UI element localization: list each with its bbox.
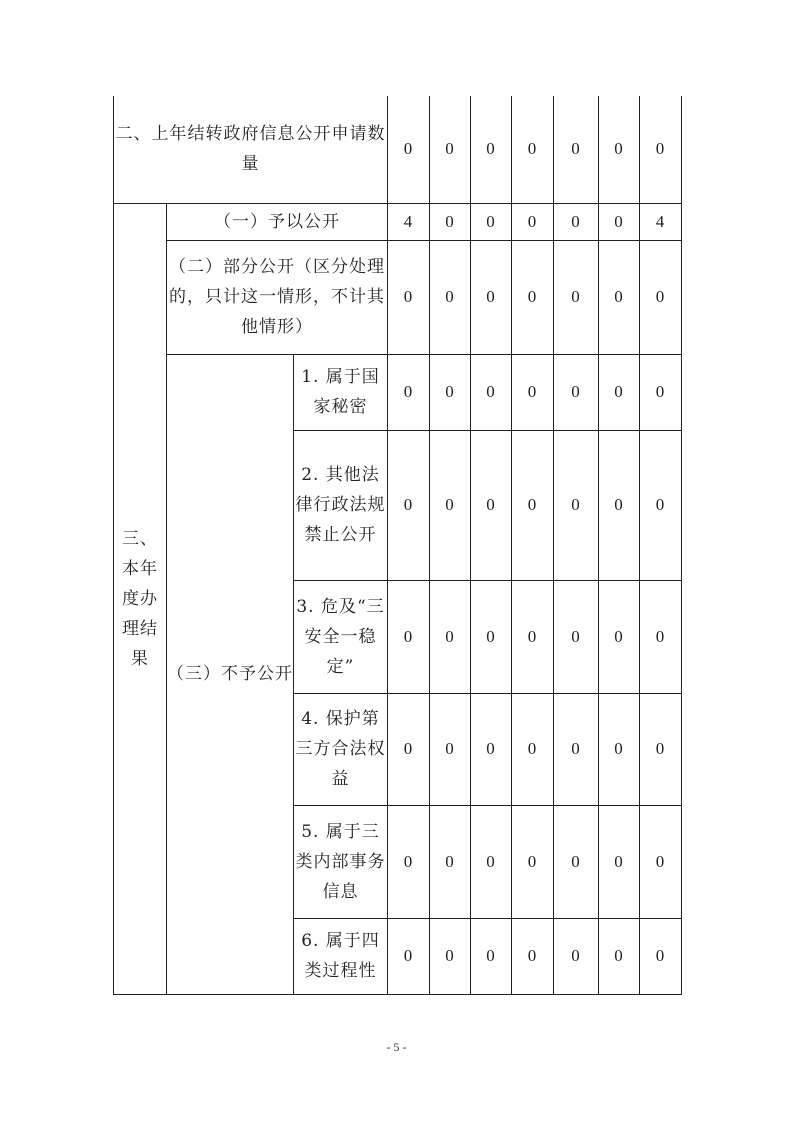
carryover-label: 二、上年结转政府信息公开申请数量 xyxy=(114,96,388,203)
table-row-disclosed xyxy=(114,203,682,240)
table-cell: 0 xyxy=(640,430,682,580)
table-cell: 0 xyxy=(388,580,430,693)
row-label: （二）部分公开（区分处理的，只计这一情形，不计其他情形） xyxy=(167,240,388,354)
table-cell: 0 xyxy=(554,580,599,693)
table-cell: 0 xyxy=(430,240,471,354)
table-cell: 0 xyxy=(512,580,554,693)
page-number: - 5 - xyxy=(386,1040,407,1054)
table-cell: 0 xyxy=(640,354,682,430)
row-label: 1. 属于国家秘密 xyxy=(294,354,388,430)
table-cell: 0 xyxy=(599,354,640,430)
table-cell: 0 xyxy=(554,203,599,240)
table-cell: 0 xyxy=(599,805,640,918)
table-cell: 0 xyxy=(599,580,640,693)
table-row-partial xyxy=(114,240,682,354)
table-cell: 0 xyxy=(599,96,640,203)
table-cell: 0 xyxy=(640,918,682,994)
table-cell: 4 xyxy=(640,203,682,240)
table-cell: 0 xyxy=(388,693,430,805)
table-cell: 0 xyxy=(554,96,599,203)
not-disclosed-label: （三）不予公开 xyxy=(167,354,294,994)
table-cell: 0 xyxy=(430,580,471,693)
row-label: 6. 属于四类过程性 xyxy=(294,918,388,994)
table-cell: 0 xyxy=(430,430,471,580)
table-cell: 0 xyxy=(471,354,512,430)
table-cell: 0 xyxy=(430,805,471,918)
table-cell: 0 xyxy=(512,430,554,580)
table-cell: 0 xyxy=(388,918,430,994)
table-cell: 0 xyxy=(640,580,682,693)
table-cell: 0 xyxy=(599,240,640,354)
table-row-carryover xyxy=(114,96,682,203)
table-cell: 0 xyxy=(554,693,599,805)
table-cell: 0 xyxy=(471,805,512,918)
table-cell: 0 xyxy=(430,918,471,994)
row-label: 3. 危及“三安全一稳定” xyxy=(294,580,388,693)
row-label: 2. 其他法律行政法规禁止公开 xyxy=(294,430,388,580)
table-cell: 0 xyxy=(512,805,554,918)
table-cell: 0 xyxy=(599,693,640,805)
table-cell: 0 xyxy=(471,203,512,240)
table-cell: 0 xyxy=(388,96,430,203)
table-cell: 0 xyxy=(554,240,599,354)
table-cell: 0 xyxy=(471,918,512,994)
table-cell: 0 xyxy=(512,203,554,240)
row-label: 4. 保护第三方合法权益 xyxy=(294,693,388,805)
row-label: 5. 属于三类内部事务信息 xyxy=(294,805,388,918)
section-three-label: 三、本年度办理结果 xyxy=(114,203,167,994)
table-cell: 0 xyxy=(554,918,599,994)
table-cell: 0 xyxy=(430,96,471,203)
table-cell: 0 xyxy=(512,96,554,203)
table-cell: 0 xyxy=(388,805,430,918)
table-cell: 0 xyxy=(640,96,682,203)
table-cell: 0 xyxy=(430,354,471,430)
table-cell: 0 xyxy=(388,240,430,354)
table-cell: 0 xyxy=(554,354,599,430)
table-cell: 0 xyxy=(640,240,682,354)
table-row-not-disclosed-1 xyxy=(114,354,682,430)
table-cell: 0 xyxy=(388,354,430,430)
table-cell: 0 xyxy=(430,693,471,805)
table-cell: 0 xyxy=(554,805,599,918)
table-cell: 0 xyxy=(512,240,554,354)
table-cell: 0 xyxy=(471,430,512,580)
row-label: （一）予以公开 xyxy=(167,203,388,240)
table-cell: 0 xyxy=(640,693,682,805)
table-cell: 0 xyxy=(599,918,640,994)
table-cell: 0 xyxy=(512,918,554,994)
table-cell: 0 xyxy=(430,203,471,240)
disclosure-statistics-table xyxy=(113,96,682,995)
table-cell: 0 xyxy=(599,203,640,240)
table-cell: 4 xyxy=(388,203,430,240)
table-cell: 0 xyxy=(640,805,682,918)
table-cell: 0 xyxy=(388,430,430,580)
table-cell: 0 xyxy=(471,693,512,805)
table-cell: 0 xyxy=(512,693,554,805)
table-cell: 0 xyxy=(599,430,640,580)
table-cell: 0 xyxy=(512,354,554,430)
table-cell: 0 xyxy=(471,240,512,354)
table-cell: 0 xyxy=(471,96,512,203)
table-cell: 0 xyxy=(554,430,599,580)
table-cell: 0 xyxy=(471,580,512,693)
